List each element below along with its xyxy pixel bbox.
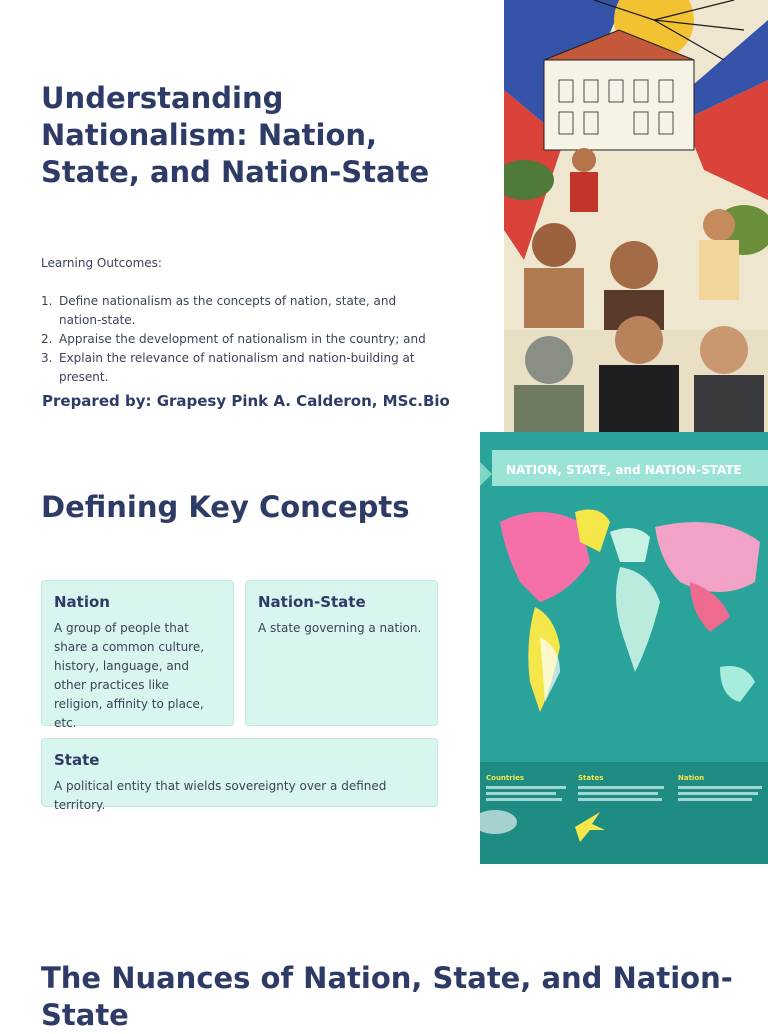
world-map-infographic [480, 432, 768, 864]
map-footer-col2: States [578, 774, 604, 782]
list-number: 1. [41, 294, 53, 308]
section-title-key-concepts: Defining Key Concepts [41, 490, 410, 524]
map-banner: NATION, STATE, and NATION-STATE [506, 463, 742, 477]
map-footer-col3: Nation [678, 774, 705, 782]
learning-outcomes-list [41, 292, 441, 387]
list-item-text: Define nationalism as the concepts of nation, state, and nation-state. [59, 294, 397, 327]
page-title: Understanding Nationalism: Nation, State, and Nation-State [41, 81, 430, 189]
card-heading: State [54, 751, 100, 769]
list-item [41, 349, 441, 387]
list-item-text: Appraise the development of nationalism in the country; and [59, 332, 426, 346]
list-number: 3. [41, 351, 53, 365]
state-card [41, 738, 438, 812]
list-item-text: Explain the relevance of nationalism and nation-building at present. [59, 351, 415, 384]
hero-illustration [504, 0, 768, 432]
card-text: A group of people that share a common culture, history, language, and other practices like religion, affinity to place, etc. [54, 621, 205, 730]
learning-outcomes-heading: Learning Outcomes: [41, 256, 162, 270]
nation-state-card [245, 580, 438, 726]
card-heading: Nation [54, 593, 110, 611]
card-text: A state governing a nation. [258, 621, 422, 635]
map-footer-col1: Countries [486, 774, 525, 782]
list-item [41, 330, 441, 349]
nation-card [41, 580, 234, 730]
card-heading: Nation-State [258, 593, 366, 611]
section-title-nuances: The Nuances of Nation, State, and Nation-State [41, 961, 733, 1032]
list-number: 2. [41, 332, 53, 346]
prepared-by: Prepared by: Grapesy Pink A. Calderon, MSc.Bio [42, 392, 450, 410]
card-text: A political entity that wields sovereignty over a defined territory. [54, 779, 387, 812]
list-item [41, 292, 441, 330]
